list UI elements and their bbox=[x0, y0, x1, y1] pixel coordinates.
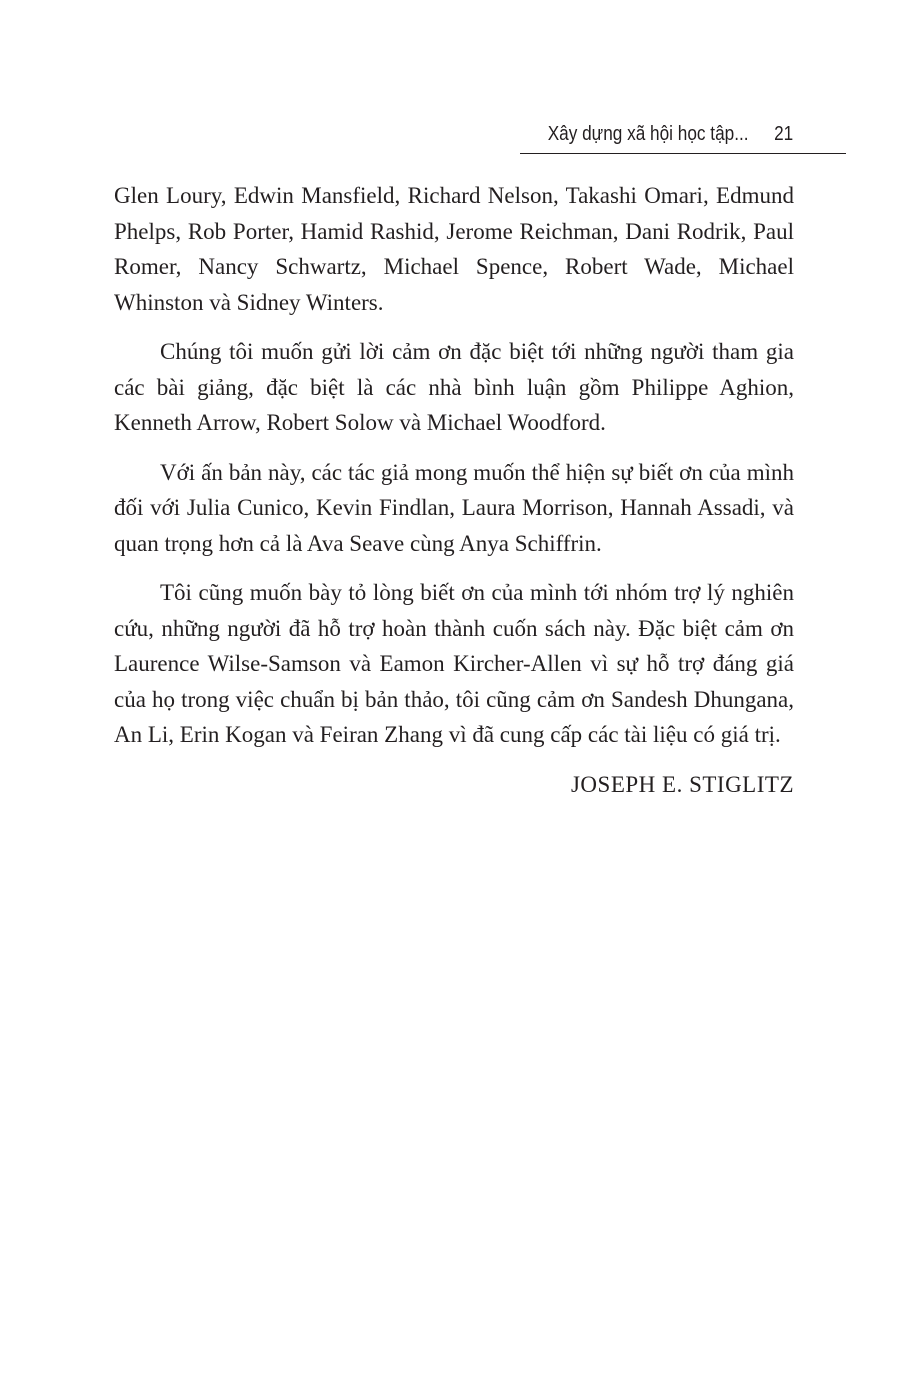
body-text bbox=[114, 178, 794, 802]
paragraph: Chúng tôi muốn gửi lời cảm ơn đặc biệt tới những người tham gia các bài giảng, đặc biệt là các nhà bình luận gồm Philippe Aghion, Kenneth Arrow, Robert Solow và Michael Woodford. bbox=[114, 339, 794, 435]
paragraph: Tôi cũng muốn bày tỏ lòng biết ơn của mình tới nhóm trợ lý nghiên cứu, những người đã hỗ trợ hoàn thành cuốn sách này. Đặc biệt cảm ơn Laurence Wilse-Samson và Eamon Kircher-Allen vì sự hỗ trợ đáng giá của họ trong việc chuẩn bị bản thảo, tôi cũng cảm ơn Sandesh Dhungana, An Li, Erin Kogan và Feiran Zhang vì đã cung cấp các tài liệu có giá trị. bbox=[114, 580, 794, 747]
running-header-title: Xây dựng xã hội học tập... bbox=[548, 123, 749, 145]
running-header bbox=[520, 121, 846, 154]
paragraph-continued: Glen Loury, Edwin Mansfield, Richard Nelson, Takashi Omari, Edmund Phelps, Rob Porter, Hamid Rashid, Jerome Reichman, Dani Rodrik, Paul Romer, Nancy Schwartz, Michael Spence, Robert Wade, Michael Whinston và Sidney Winters. bbox=[114, 183, 794, 315]
author-signature: JOSEPH E. STIGLITZ bbox=[570, 771, 794, 797]
page-number: 21 bbox=[773, 123, 793, 145]
paragraph: Với ấn bản này, các tác giả mong muốn thể hiện sự biết ơn của mình đối với Julia Cunico, Kevin Findlan, Laura Morrison, Hannah Assadi, và quan trọng hơn cả là Ava Seave cùng Anya Schiffrin. bbox=[114, 459, 794, 556]
